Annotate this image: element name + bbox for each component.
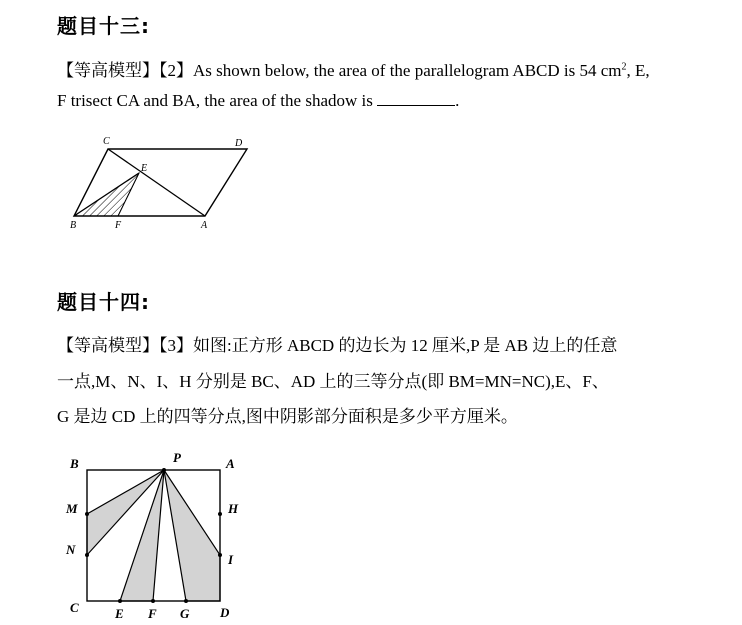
label-I: I [228,552,234,567]
label-H: H [228,501,239,516]
label-B: B [70,456,79,471]
label-M: M [66,501,78,516]
label-P: P [173,450,181,465]
problem13-text-line1 [57,56,650,81]
label-D: D [220,605,230,620]
label-N: N [66,542,76,557]
problem14-text-line3: G 是边 CD 上的四等分点,图中阴影部分面积是多少平方厘米。 [57,407,518,426]
problem14-tag: 【等高模型】【3】 [57,336,193,355]
problem14-text-1: 如图:正方形 ABCD 的边长为 12 厘米,P 是 AB 边上的任意 [193,336,618,355]
problem13-text-2b: . [455,91,460,110]
label-C: C [70,600,79,615]
square-figure [60,450,260,622]
problem14-text-line2: 一点,M、N、I、H 分别是 BC、AD 上的三等分点(即 BM=MN=NC),E、F、 [57,372,609,391]
label-A: A [226,456,235,471]
label-E: E [115,606,124,621]
parallelogram-figure [55,130,265,234]
problem14-text-line1 [57,331,617,356]
shaded-bottom-right-quad [164,470,220,601]
label-C: C [103,136,110,147]
label-D: D [235,138,243,149]
label-F: F [148,606,157,621]
problem13-tag: 【等高模型】【2】 [57,61,193,80]
label-G: G [180,606,190,621]
label-F: F [115,220,122,231]
label-E: E [141,163,148,174]
problem13-text-2a: F trisect CA and BA, the area of the shadow is [57,91,373,110]
problem13-text-line2 [57,91,459,111]
answer-blank[interactable] [377,91,455,106]
problem13-text-1a: As shown below, the area of the parallelogram ABCD is 54 cm [193,61,622,80]
problem14-heading: 题目十四: [57,290,150,314]
problem13-text-1b: , E, [626,61,650,80]
problem13-heading: 题目十三: [57,14,150,38]
label-A: A [201,220,208,231]
label-B: B [70,220,77,231]
problem13-unit-superscript: 2 [621,61,627,73]
